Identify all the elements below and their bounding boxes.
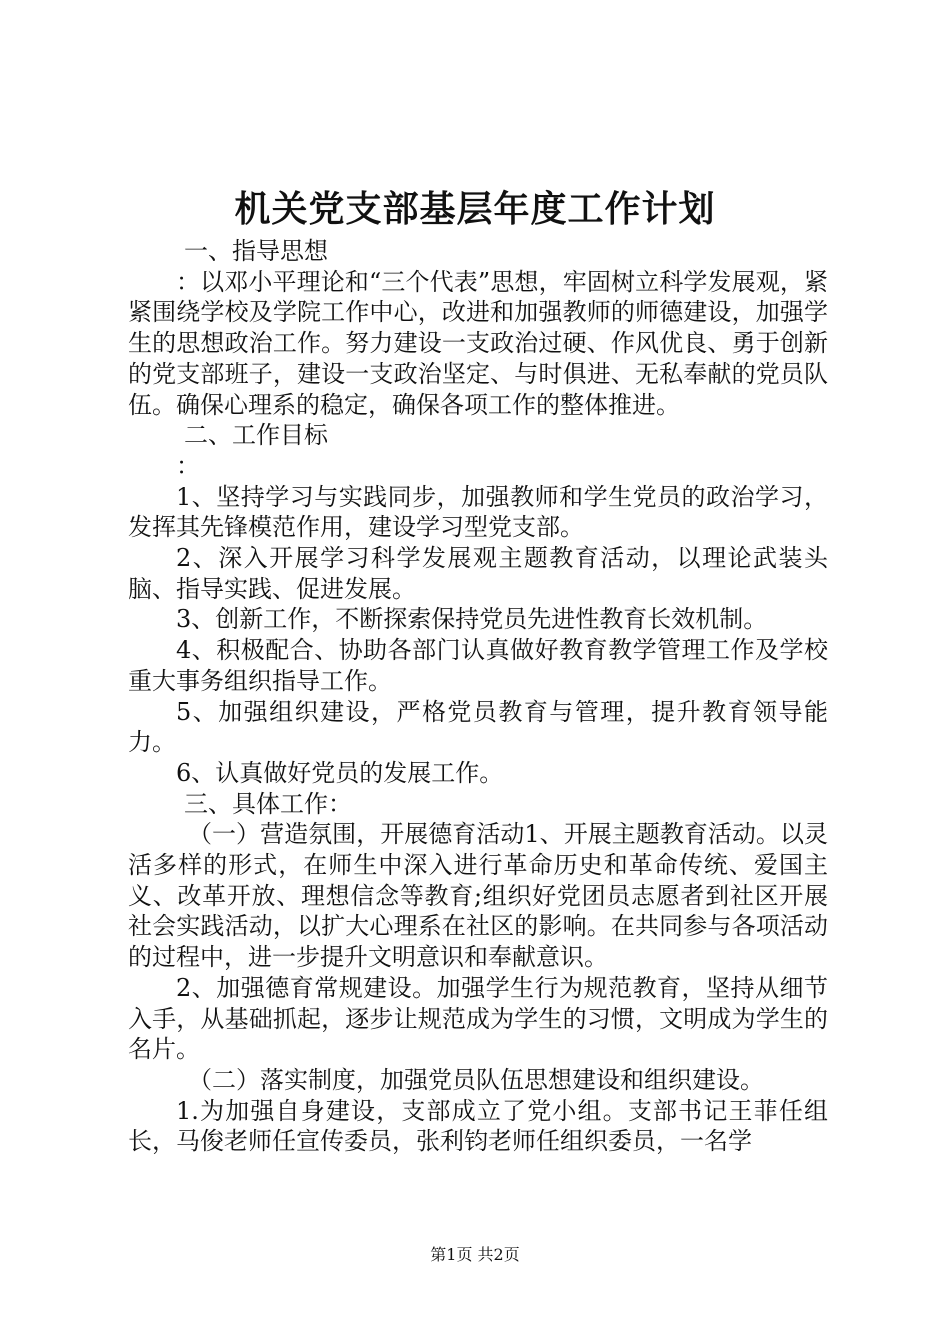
paragraph-colon: ：	[176, 451, 200, 480]
paragraph-implement-system: （二）落实制度，加强党员队伍思想建设和组织建设。	[188, 1065, 764, 1094]
paragraph-guiding-ideology: ：以邓小平理论和“三个代表”思想，牢固树立科学发展观，紧紧围绕学校及学院工作中心，改进和加强教师的师德建设，加强学生的思想政治工作。努力建设一支政治过硬、作风优良、勇于创新的党支部班子，建设一支政治坚定、与时俱进、无私奉献的党员队伍。确保心理系的稳定，确保各项工作的整体推进。	[128, 267, 828, 419]
goal-item-5: 5、加强组织建设，严格党员教育与管理，提升教育领导能力。	[128, 697, 828, 757]
paragraph-atmosphere: （一）营造氛围，开展德育活动1、开展主题教育活动。以灵活多样的形式，在师生中深入进行革命历史和革命传统、爱国主义、改革开放、理想信念等教育;组织好党团员志愿者到社区开展社会实践活动，以扩大心理系在社区的影响。在共同参与各项活动的过程中，进一步提升文明意识和奉献意识。	[128, 820, 828, 972]
paragraph-party-group: 1.为加强自身建设，支部成立了党小组。支部书记王菲任组长，马俊老师任宣传委员，张利钧老师任组织委员，一名学	[128, 1096, 828, 1156]
goal-item-2: 2、深入开展学习科学发展观主题教育活动，以理论武装头脑、指导实践、促进发展。	[128, 544, 828, 603]
goal-item-4: 4、积极配合、协助各部门认真做好教育教学管理工作及学校重大事务组织指导工作。	[128, 636, 828, 695]
goal-item-1: 1、坚持学习与实践同步，加强教师和学生党员的政治学习，发挥其先锋模范作用，建设学习型党支部。	[128, 482, 828, 542]
section-heading-guiding-ideology: 一、指导思想	[184, 237, 328, 265]
paragraph-moral-education: 2、加强德育常规建设。加强学生行为规范教育，坚持从细节入手，从基础抓起，逐步让规范成为学生的习惯，文明成为学生的名片。	[128, 973, 828, 1064]
goal-item-6: 6、认真做好党员的发展工作。	[176, 758, 504, 787]
section-heading-specific-work: 三、具体工作：	[184, 789, 352, 818]
document-title: 机关党支部基层年度工作计划	[234, 188, 716, 230]
document-body	[128, 236, 828, 1157]
section-heading-work-goals: 二、工作目标	[184, 421, 328, 450]
page-footer: 第1页 共2页	[430, 1245, 520, 1264]
goal-item-3: 3、创新工作，不断探索保持党员先进性教育长效机制。	[176, 605, 768, 634]
